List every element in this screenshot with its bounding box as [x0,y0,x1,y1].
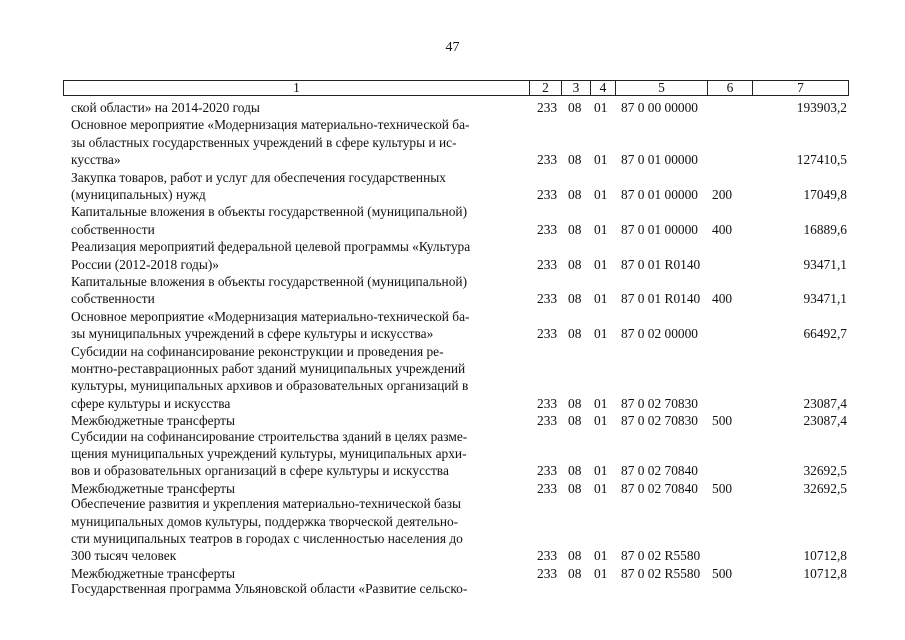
code-rz: 08 [568,548,582,564]
header-col-5: 5 [615,81,707,95]
code-pr: 01 [594,395,608,411]
description-line: (муниципальных) нужд [71,186,206,202]
amount: 93471,1 [803,256,847,272]
code-csr: 87 0 01 00000 [621,221,698,237]
code-pr: 01 [594,548,608,564]
code-csr: 87 0 02 70830 [621,395,698,411]
table-row [0,169,905,204]
description-line: 300 тысяч человек [71,548,177,564]
header-col-3: 3 [561,81,590,95]
row-codes [0,221,905,238]
code-pr: 01 [594,221,608,237]
row-codes [0,547,905,564]
description-line: Межбюджетные трансферты [71,480,235,496]
code-csr: 87 0 02 70840 [621,480,698,496]
code-rz: 08 [568,565,582,581]
description-line: щения муниципальных учреждений культуры, муниципальных архи- [71,445,467,461]
description-line: Межбюджетные трансферты [71,413,235,429]
code-rz: 08 [568,152,582,168]
code-csr: 87 0 02 70830 [621,413,698,429]
table-row [0,116,905,168]
code-rz: 08 [568,221,582,237]
code-pr: 01 [594,100,608,115]
code-rz: 08 [568,413,582,429]
amount: 32692,5 [803,463,847,479]
code-csr: 87 0 02 00000 [621,326,698,342]
code-csr: 87 0 00 00000 [621,100,698,115]
code-gr: 233 [537,548,558,564]
code-rz: 08 [568,326,582,342]
description-line: монтно-реставрационных работ зданий муниципальных учреждений [71,360,466,376]
description-line: Государственная программа Ульяновской области «Развитие сельско- [71,581,468,597]
table-row [0,495,905,565]
row-codes [0,580,905,597]
code-rz: 08 [568,256,582,272]
code-gr: 233 [537,256,558,272]
code-vr: 400 [712,221,733,237]
description-line: собственности [71,291,155,307]
code-gr: 233 [537,463,558,479]
description-line: Капитальные вложения в объекты государственной (муниципальной) [71,204,468,220]
description-line: России (2012-2018 годы)» [71,256,219,272]
table-row [0,343,905,413]
description-line: Капитальные вложения в объекты государственной (муниципальной) [71,273,468,289]
code-vr: 200 [712,186,733,202]
code-vr: 500 [712,565,733,581]
description-line: ской области» на 2014-2020 годы [71,100,260,115]
code-csr: 87 0 02 70840 [621,463,698,479]
code-csr: 87 0 01 00000 [621,186,698,202]
table-header-row [63,80,849,96]
header-col-4: 4 [590,81,615,95]
header-col-7: 7 [752,81,848,95]
code-gr: 233 [537,291,558,307]
table-row [0,238,905,273]
code-csr: 87 0 02 R5580 [621,565,701,581]
amount: 16889,6 [803,221,847,237]
table-row [0,480,905,495]
row-codes [0,462,905,479]
code-gr: 233 [537,413,558,429]
code-gr: 233 [537,326,558,342]
code-pr: 01 [594,480,608,496]
description-line: Субсидии на софинансирование строительства зданий в целях разме- [71,428,468,444]
description-line: сти муниципальных театров в городах с численностью населения до [71,530,463,546]
amount: 10712,8 [803,548,847,564]
amount: 23087,4 [803,413,847,429]
row-codes [0,395,905,412]
amount: 66492,7 [803,326,847,342]
code-pr: 01 [594,413,608,429]
amount: 93471,1 [803,291,847,307]
description-line: Межбюджетные трансферты [71,565,235,581]
code-rz: 08 [568,480,582,496]
code-vr: 500 [712,413,733,429]
code-pr: 01 [594,565,608,581]
row-codes [0,325,905,342]
description-line: зы областных государственных учреждений в сфере культуры и ис- [71,134,457,150]
description-line: собственности [71,221,155,237]
row-codes [0,99,905,116]
row-codes [0,290,905,307]
code-csr: 87 0 01 00000 [621,152,698,168]
code-gr: 233 [537,221,558,237]
code-rz: 08 [568,100,582,115]
table-row [0,273,905,308]
description-line: Закупка товаров, работ и услуг для обеспечения государственных [71,169,446,185]
row-codes [0,151,905,168]
row-codes [0,256,905,273]
code-vr: 400 [712,291,733,307]
row-codes [0,186,905,203]
table-row [0,308,905,343]
description-line: Реализация мероприятий федеральной целевой программы «Культура [71,239,471,255]
code-pr: 01 [594,463,608,479]
description-line: зы муниципальных учреждений в сфере культуры и искусства» [71,326,434,342]
table-row [0,565,905,580]
description-line: Обеспечение развития и укрепления материально-технической базы [71,496,462,512]
amount: 127410,5 [796,152,847,168]
page-number: 47 [445,40,460,55]
code-gr: 233 [537,100,558,115]
table-row [0,99,905,116]
code-csr: 87 0 02 R5580 [621,548,701,564]
header-col-6: 6 [707,81,752,95]
description-line: Основное мероприятие «Модернизация материально-технической ба- [71,308,470,324]
table-row [0,412,905,427]
code-vr: 500 [712,480,733,496]
code-pr: 01 [594,186,608,202]
amount: 23087,4 [803,395,847,411]
amount: 17049,8 [803,186,847,202]
code-pr: 01 [594,152,608,168]
description-line: Основное мероприятие «Модернизация материально-технической ба- [71,117,470,133]
code-csr: 87 0 01 R0140 [621,291,701,307]
description-line: муниципальных домов культуры, поддержка творческой деятельно- [71,513,459,529]
code-csr: 87 0 01 R0140 [621,256,701,272]
amount: 10712,8 [803,565,847,581]
header-col-1: 1 [293,80,300,95]
code-pr: 01 [594,256,608,272]
code-gr: 233 [537,565,558,581]
table-row [0,428,905,480]
code-gr: 233 [537,395,558,411]
description-line: культуры, муниципальных архивов и образовательных организаций в [71,378,469,394]
code-gr: 233 [537,480,558,496]
header-col-2: 2 [529,81,561,95]
code-pr: 01 [594,291,608,307]
code-gr: 233 [537,152,558,168]
description-line: сфере культуры и искусства [71,395,231,411]
code-rz: 08 [568,291,582,307]
amount: 32692,5 [803,480,847,496]
description-line: кусства» [71,152,121,168]
table-body [0,99,905,598]
table-row [0,580,905,597]
code-gr: 233 [537,186,558,202]
code-pr: 01 [594,326,608,342]
code-rz: 08 [568,395,582,411]
description-line: вов и образовательных организаций в сфере культуры и искусства [71,463,449,479]
code-rz: 08 [568,463,582,479]
table-row [0,203,905,238]
code-rz: 08 [568,186,582,202]
amount: 193903,2 [796,100,847,115]
description-line: Субсидии на софинансирование реконструкции и проведения ре- [71,343,444,359]
